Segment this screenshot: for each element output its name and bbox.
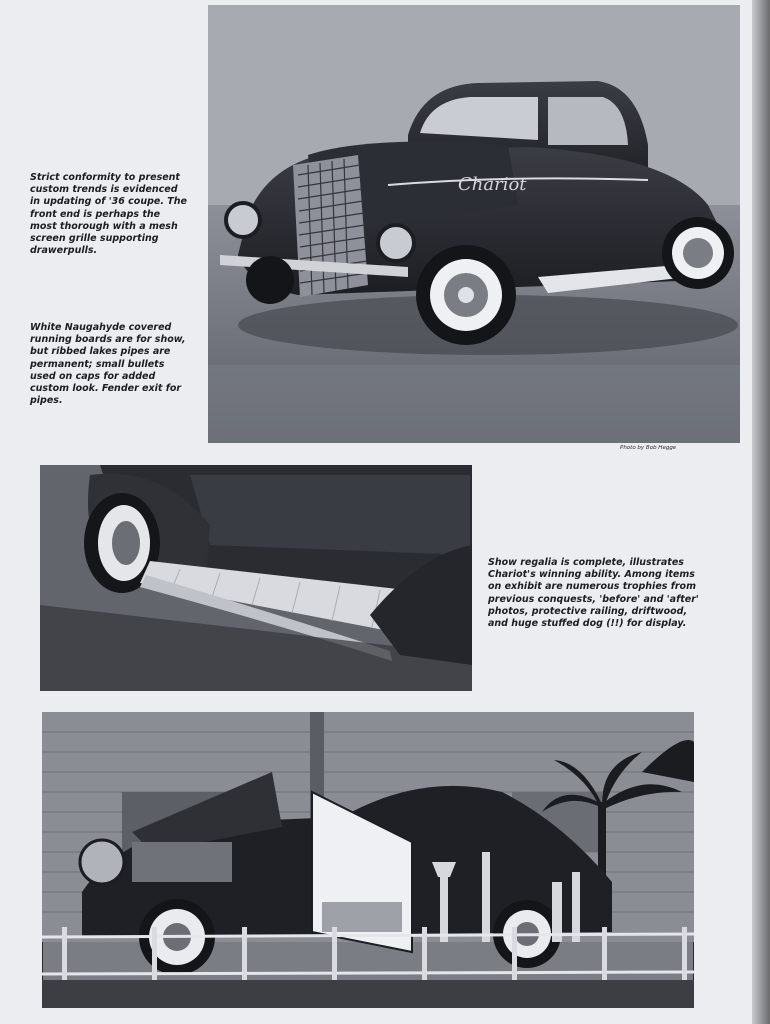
running-board-illustration (40, 465, 472, 691)
grille-mesh (293, 155, 368, 297)
page-edge (752, 0, 770, 1024)
photo-credit: Photo by Bob Hegge (620, 445, 677, 451)
caption-coupe-front: Strict conformity to present custom trends is evidenced in updating of '36 coupe. The front end is perhaps the most thorough with a mesh screen grille supporting drawerpulls. (30, 172, 187, 257)
show-display-illustration (42, 712, 694, 1008)
car-script-label: Chariot (458, 174, 527, 195)
photo-show-display (42, 712, 694, 1008)
photo-coupe-front (208, 5, 740, 443)
caption-show-regalia: Show regalia is complete, illustrates Chariot's winning ability. Among items on exhibit are numerous trophies from previous conquests, 'before' and 'after' photos, protective railing, driftwood, and huge stuffed dog (!!) for display. (488, 557, 699, 630)
photo-running-board (40, 465, 472, 691)
caption-running-boards: White Naugahyde covered running boards are for show, but ribbed lakes pipes are permanent; small bullets used on caps for added custom look. Fender exit for pipes. (30, 322, 186, 407)
coupe-front-illustration (208, 5, 740, 443)
